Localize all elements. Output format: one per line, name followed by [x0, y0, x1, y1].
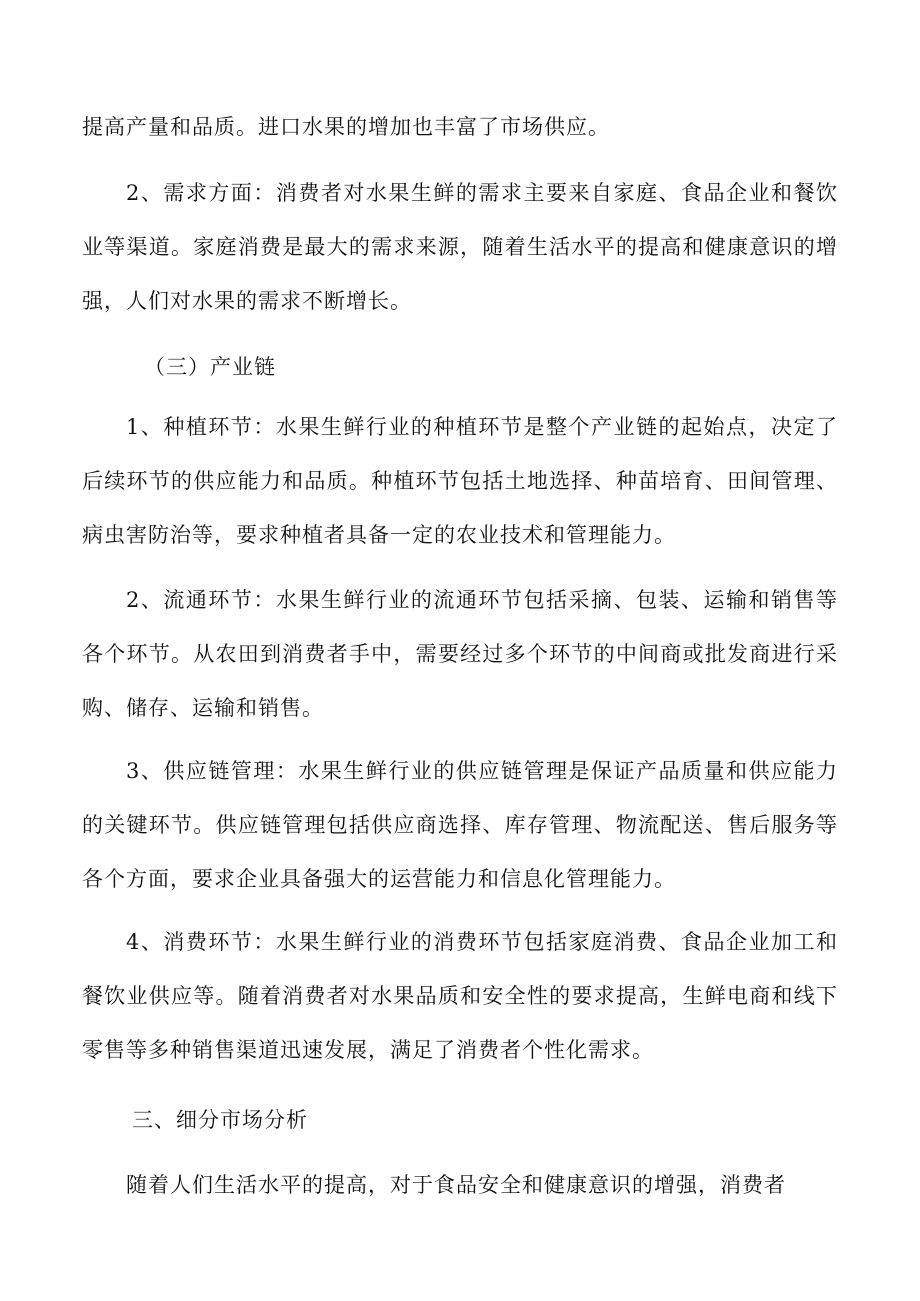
paragraph-continuation: 提高产量和品质。进口水果的增加也丰富了市场供应。 — [82, 115, 610, 139]
paragraph-consumption: 4、消费环节：水果生鲜行业的消费环节包括家庭消费、食品企业加工和餐饮业供应等。随着消费者对水果品质和安全性的要求提高，生鲜电商和线下零售等多种销售渠道迅速发展，满足了消费者个性化需求。 — [82, 930, 838, 1062]
paragraph-planting: 1、种植环节：水果生鲜行业的种植环节是整个产业链的起始点，决定了后续环节的供应能力和品质。种植环节包括土地选择、种苗培育、田间管理、病虫害防治等，要求种植者具备一定的农业技术和管理能力。 — [82, 415, 838, 547]
paragraph-demand: 2、需求方面：消费者对水果生鲜的需求主要来自家庭、食品企业和餐饮业等渠道。家庭消费是最大的需求来源，随着生活水平的提高和健康意识的增强，人们对水果的需求不断增长。 — [82, 181, 838, 313]
section-heading-segment-analysis: 三、细分市场分析 — [132, 1108, 308, 1132]
paragraph-segment-intro: 随着人们生活水平的提高，对于食品安全和健康意识的增强，消费者 — [126, 1173, 786, 1197]
paragraph-supply-chain: 3、供应链管理：水果生鲜行业的供应链管理是保证产品质量和供应能力的关键环节。供应链管理包括供应商选择、库存管理、物流配送、售后服务等各个方面，要求企业具备强大的运营能力和信息化管理能力。 — [82, 759, 838, 891]
section-heading-industry-chain: （三）产业链 — [144, 355, 276, 379]
paragraph-circulation: 2、流通环节：水果生鲜行业的流通环节包括采摘、包装、运输和销售等各个环节。从农田到消费者手中，需要经过多个环节的中间商或批发商进行采购、储存、运输和销售。 — [82, 588, 838, 720]
